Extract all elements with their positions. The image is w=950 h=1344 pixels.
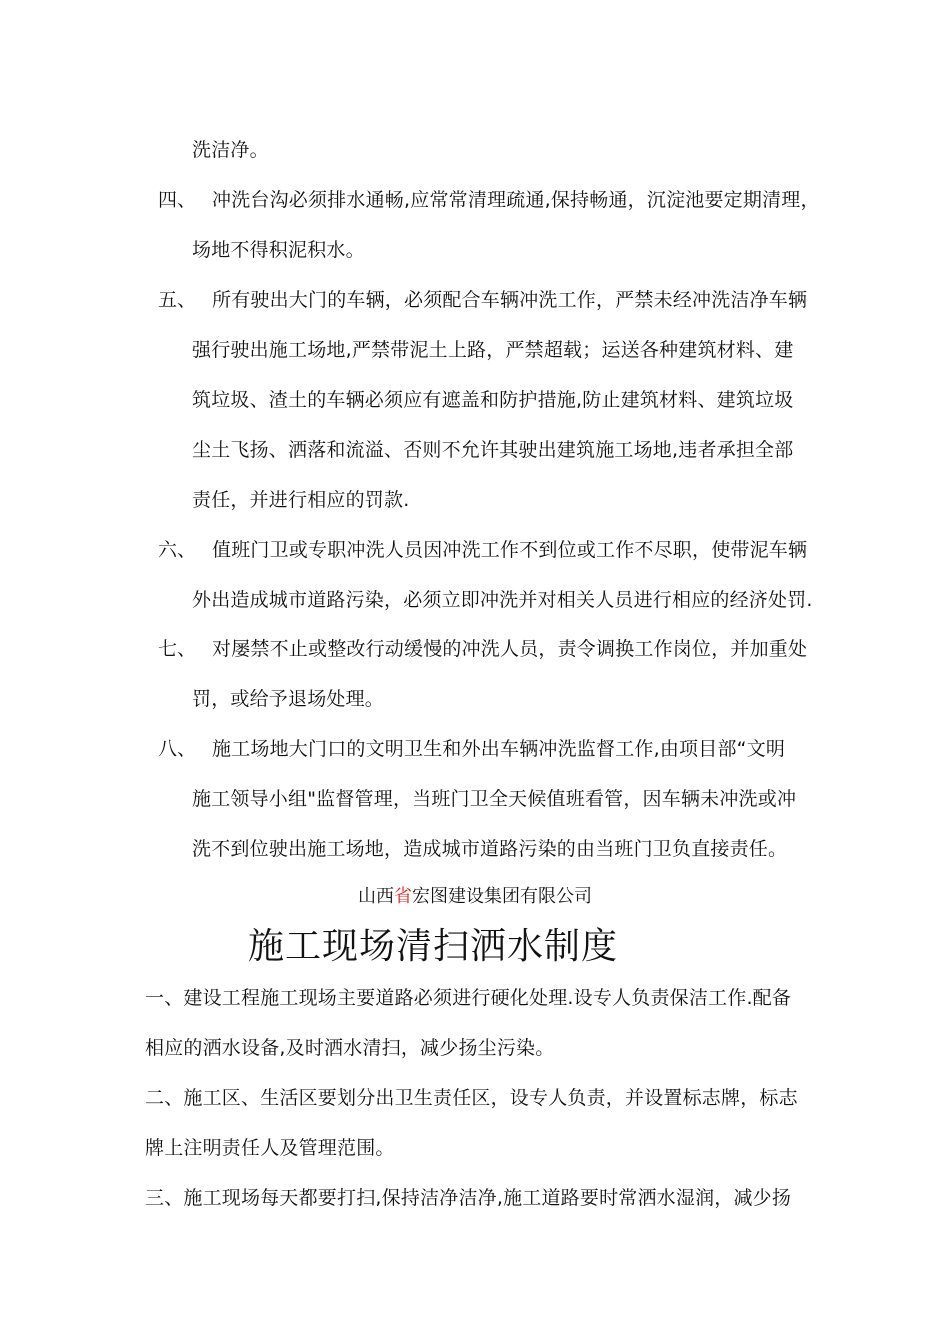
rule-line: 三、施工现场每天都要打扫,保持洁净洁净,施工道路要时常洒水湿润，减少扬 bbox=[145, 1187, 792, 1209]
rule-line: 牌上注明责任人及管理范围。 bbox=[145, 1137, 395, 1159]
item-number: 七、 bbox=[158, 638, 197, 660]
company-name-part: 山西 bbox=[358, 886, 394, 907]
item-line: 值班门卫或专职冲洗人员因冲洗工作不到位或工作不尽职，使带泥车辆 bbox=[212, 539, 808, 561]
section-title: 施工现场清扫洒水制度 bbox=[248, 926, 619, 967]
rule-line: 相应的洒水设备,及时洒水清扫，减少扬尘污染。 bbox=[145, 1037, 555, 1059]
item-line: 强行驶出施工场地,严禁带泥土上路，严禁超载；运送各种建筑材料、建 bbox=[192, 339, 794, 361]
item-line: 冲洗台沟必须排水通畅,应常常清理疏通,保持畅通，沉淀池要定期清理， bbox=[212, 189, 820, 211]
item-line: 所有驶出大门的车辆，必须配合车辆冲洗工作，严禁未经冲洗洁净车辆 bbox=[212, 289, 808, 311]
item-line: 责任，并进行相应的罚款. bbox=[192, 489, 410, 511]
item-number: 五、 bbox=[158, 289, 197, 311]
item-number: 八、 bbox=[158, 738, 197, 760]
item-line: 施工场地大门口的文明卫生和外出车辆冲洗监督工作,由项目部“文明 bbox=[212, 738, 786, 760]
item-line: 外出造成城市道路污染，必须立即冲洗并对相关人员进行相应的经济处罚. bbox=[192, 589, 813, 611]
item-line: 筑垃圾、渣土的车辆必须应有遮盖和防护措施,防止建筑材料、建筑垃圾 bbox=[192, 389, 794, 411]
company-name-highlight: 省 bbox=[394, 886, 412, 907]
item-line: 对屡禁不止或整改行动缓慢的冲洗人员，责令调换工作岗位，并加重处 bbox=[212, 638, 808, 660]
item-line: 施工领导小组"监督管理，当班门卫全天候值班看管，因车辆未冲洗或冲 bbox=[192, 788, 797, 810]
item-line: 罚，或给予退场处理。 bbox=[192, 688, 385, 710]
rule-line: 二、施工区、生活区要划分出卫生责任区，设专人负责，并设置标志牌，标志 bbox=[145, 1087, 798, 1109]
item-line: 洗不到位驶出施工场地，造成城市道路污染的由当班门卫负直接责任。 bbox=[192, 838, 788, 860]
item-number: 四、 bbox=[158, 189, 197, 211]
company-name bbox=[0, 885, 950, 909]
item-number: 六、 bbox=[158, 539, 197, 561]
item-line: 尘土飞扬、洒落和流溢、否则不允许其驶出建筑施工场地,违者承担全部 bbox=[192, 439, 794, 461]
company-name-part: 宏图建设集团有限公司 bbox=[412, 886, 592, 907]
continuation-line: 洗洁净。 bbox=[192, 139, 269, 161]
rule-line: 一、建设工程施工现场主要道路必须进行硬化处理.设专人负责保洁工作.配备 bbox=[145, 987, 792, 1009]
item-line: 场地不得积泥积水。 bbox=[192, 239, 365, 261]
